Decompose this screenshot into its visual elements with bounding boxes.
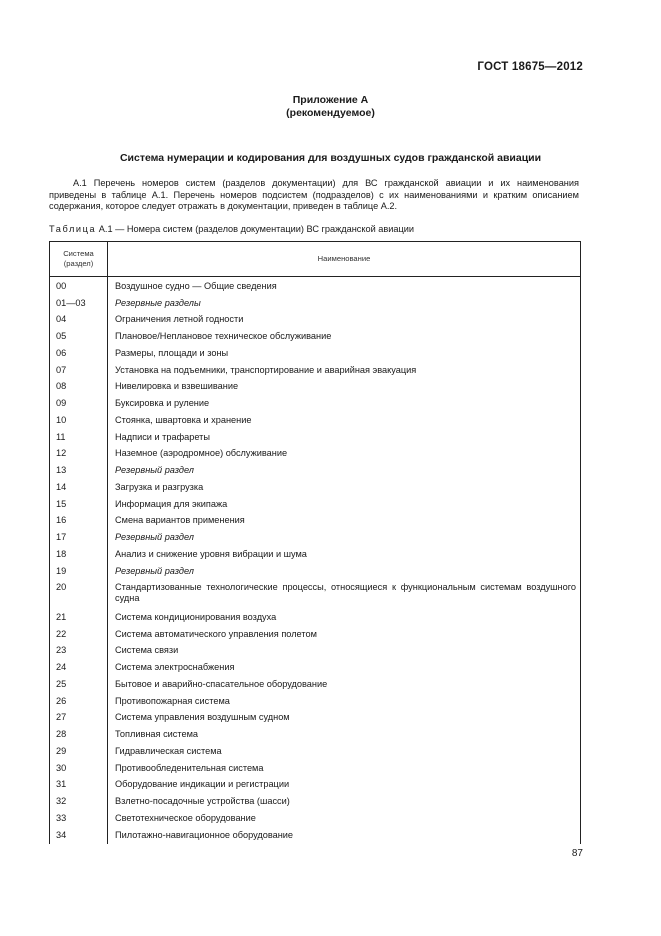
system-name: Анализ и снижение уровня вибрации и шума xyxy=(115,548,307,559)
system-name-cell xyxy=(108,546,581,563)
system-code-cell: 23 xyxy=(50,643,108,660)
table-row xyxy=(50,743,581,760)
system-code-cell: 00 xyxy=(50,277,108,295)
system-name-cell xyxy=(108,462,581,479)
table-row xyxy=(50,295,581,312)
table-header-row xyxy=(50,242,581,277)
system-name-cell xyxy=(108,726,581,743)
system-code-cell: 07 xyxy=(50,362,108,379)
system-name-cell xyxy=(108,446,581,463)
table-row xyxy=(50,793,581,810)
system-name-cell xyxy=(108,379,581,396)
system-name: Система связи xyxy=(115,645,179,656)
system-name-cell xyxy=(108,643,581,660)
system-code-cell: 09 xyxy=(50,395,108,412)
table-row xyxy=(50,710,581,727)
system-code-cell: 20 xyxy=(50,580,108,610)
system-name: Противообледенительная система xyxy=(115,762,264,773)
table-row xyxy=(50,379,581,396)
table-row xyxy=(50,395,581,412)
system-name-cell xyxy=(108,827,581,844)
systems-table xyxy=(49,241,581,844)
table-row xyxy=(50,328,581,345)
table-row xyxy=(50,513,581,530)
table-row xyxy=(50,777,581,794)
table-row xyxy=(50,626,581,643)
system-code-cell: 27 xyxy=(50,710,108,727)
table-row xyxy=(50,446,581,463)
system-name: Противопожарная система xyxy=(115,695,230,706)
system-code-cell: 14 xyxy=(50,479,108,496)
column-header-name: Наименование xyxy=(108,242,581,277)
section-title: Система нумерации и кодирования для воздушных судов гражданской авиации xyxy=(119,152,542,164)
system-name-cell xyxy=(108,580,581,610)
table-row xyxy=(50,760,581,777)
system-code-cell: 25 xyxy=(50,676,108,693)
system-name: Наземное (аэродромное) обслуживание xyxy=(115,448,288,459)
system-name: Загрузка и разгрузка xyxy=(115,481,204,492)
system-name-cell xyxy=(108,277,581,295)
system-code-cell: 16 xyxy=(50,513,108,530)
paragraph-line: приведены в таблице А.1. Перечень номеров подсистем (подразделов) с их наименованиями и кратким описанием xyxy=(49,189,579,200)
table-caption-text: А.1 — Номера систем (разделов документации) ВС гражданской авиации xyxy=(98,224,415,234)
system-name: Плановое/Неплановое техническое обслуживание xyxy=(115,331,332,342)
system-code-cell: 19 xyxy=(50,563,108,580)
system-name-cell xyxy=(108,659,581,676)
system-name-cell xyxy=(108,710,581,727)
system-name: Оборудование индикации и регистрации xyxy=(115,779,290,790)
table-row xyxy=(50,726,581,743)
system-name: Стоянка, швартовка и хранение xyxy=(115,414,252,425)
system-name: Гидравлическая система xyxy=(115,745,222,756)
system-name: Ограничения летной годности xyxy=(115,314,244,325)
table-row xyxy=(50,546,581,563)
system-name: Бытовое и аварийно-спасательное оборудование xyxy=(115,678,328,689)
system-code-cell: 15 xyxy=(50,496,108,513)
system-code-cell: 22 xyxy=(50,626,108,643)
system-name-cell xyxy=(108,609,581,626)
system-name: Нивелировка и взвешивание xyxy=(115,381,239,392)
table-row xyxy=(50,676,581,693)
system-code-cell: 11 xyxy=(50,429,108,446)
table-caption xyxy=(49,224,414,234)
page-number: 87 xyxy=(571,848,583,859)
system-name-cell xyxy=(108,362,581,379)
system-code-cell: 17 xyxy=(50,529,108,546)
system-name: Взлетно-посадочные устройства (шасси) xyxy=(115,796,290,807)
intro-paragraph xyxy=(49,178,579,213)
system-name-cell xyxy=(108,312,581,329)
system-name-cell xyxy=(108,743,581,760)
system-code-cell: 05 xyxy=(50,328,108,345)
system-name-cell xyxy=(108,563,581,580)
table-row xyxy=(50,529,581,546)
system-name-cell xyxy=(108,760,581,777)
system-name-cell xyxy=(108,496,581,513)
system-name: Смена вариантов применения xyxy=(115,515,245,526)
system-name: Буксировка и руление xyxy=(115,398,210,409)
column-header-system-line: Система xyxy=(63,249,94,258)
table-row xyxy=(50,479,581,496)
system-code-cell: 06 xyxy=(50,345,108,362)
system-code-cell: 31 xyxy=(50,777,108,794)
system-name-cell xyxy=(108,513,581,530)
system-name: Информация для экипажа xyxy=(115,498,228,509)
table-row xyxy=(50,580,581,610)
system-name-cell xyxy=(108,295,581,312)
system-name-cell xyxy=(108,676,581,693)
system-name: Система электроснабжения xyxy=(115,662,235,673)
table-row xyxy=(50,345,581,362)
table-row xyxy=(50,563,581,580)
table-row xyxy=(50,312,581,329)
table-row xyxy=(50,643,581,660)
system-name: Система автоматического управления полетом xyxy=(115,628,317,639)
system-code-cell: 24 xyxy=(50,659,108,676)
system-name-cell xyxy=(108,328,581,345)
system-name: Резервный раздел xyxy=(115,532,194,543)
system-code-cell: 13 xyxy=(50,462,108,479)
table-row xyxy=(50,362,581,379)
standard-code: ГОСТ 18675—2012 xyxy=(477,61,583,73)
table-row xyxy=(50,429,581,446)
system-name-cell xyxy=(108,429,581,446)
system-code-cell: 08 xyxy=(50,379,108,396)
column-header-system xyxy=(50,242,108,277)
system-name-cell xyxy=(108,810,581,827)
column-header-system-line: (раздел) xyxy=(63,259,94,268)
table-row xyxy=(50,496,581,513)
system-code-cell: 01—03 xyxy=(50,295,108,312)
system-code-cell: 33 xyxy=(50,810,108,827)
system-name: Стандартизованные технологические процессы, относящиеся к функциональным системам воздушного судна xyxy=(115,581,576,603)
table-row xyxy=(50,462,581,479)
system-name-cell xyxy=(108,529,581,546)
system-name: Резервный раздел xyxy=(115,465,194,476)
appendix-heading xyxy=(0,94,661,120)
system-code-cell: 32 xyxy=(50,793,108,810)
system-name: Резервный раздел xyxy=(115,565,194,576)
paragraph-line: А.1 Перечень номеров систем (разделов документации) для ВС гражданской авиации и их наименования xyxy=(73,178,579,188)
system-name-cell xyxy=(108,345,581,362)
system-name: Система кондиционирования воздуха xyxy=(115,611,277,622)
system-name: Топливная система xyxy=(115,729,199,740)
table-row xyxy=(50,609,581,626)
system-name: Светотехническое оборудование xyxy=(115,812,256,823)
table-row xyxy=(50,277,581,295)
system-name: Система управления воздушным судном xyxy=(115,712,290,723)
table-row xyxy=(50,810,581,827)
system-name-cell xyxy=(108,395,581,412)
table-row xyxy=(50,827,581,844)
table-row xyxy=(50,412,581,429)
appendix-subtitle: (рекомендуемое) xyxy=(286,107,375,119)
system-code-cell: 18 xyxy=(50,546,108,563)
table-body xyxy=(50,277,581,844)
system-code-cell: 26 xyxy=(50,693,108,710)
system-code-cell: 30 xyxy=(50,760,108,777)
system-code-cell: 28 xyxy=(50,726,108,743)
system-name: Резервные разделы xyxy=(115,297,201,308)
system-name: Установка на подъемники, транспортирование и аварийная эвакуация xyxy=(115,364,417,375)
system-code-cell: 34 xyxy=(50,827,108,844)
system-name-cell xyxy=(108,793,581,810)
system-name: Размеры, площади и зоны xyxy=(115,347,229,358)
system-name-cell xyxy=(108,693,581,710)
system-name-cell xyxy=(108,479,581,496)
system-name-cell xyxy=(108,626,581,643)
system-code-cell: 21 xyxy=(50,609,108,626)
paragraph-line: содержания, которое следует отражать в документации, приведен в таблице А.2. xyxy=(49,201,398,212)
system-code-cell: 12 xyxy=(50,446,108,463)
system-name: Надписи и трафареты xyxy=(115,431,210,442)
system-code-cell: 29 xyxy=(50,743,108,760)
system-name: Пилотажно-навигационное оборудование xyxy=(115,829,294,840)
system-code-cell: 04 xyxy=(50,312,108,329)
table-row xyxy=(50,659,581,676)
table-row xyxy=(50,693,581,710)
system-name: Воздушное судно — Общие сведения xyxy=(115,280,277,291)
system-name-cell xyxy=(108,412,581,429)
system-name-cell xyxy=(108,777,581,794)
table-caption-label: Таблица xyxy=(49,224,97,234)
appendix-title: Приложение А xyxy=(292,94,369,106)
system-code-cell: 10 xyxy=(50,412,108,429)
